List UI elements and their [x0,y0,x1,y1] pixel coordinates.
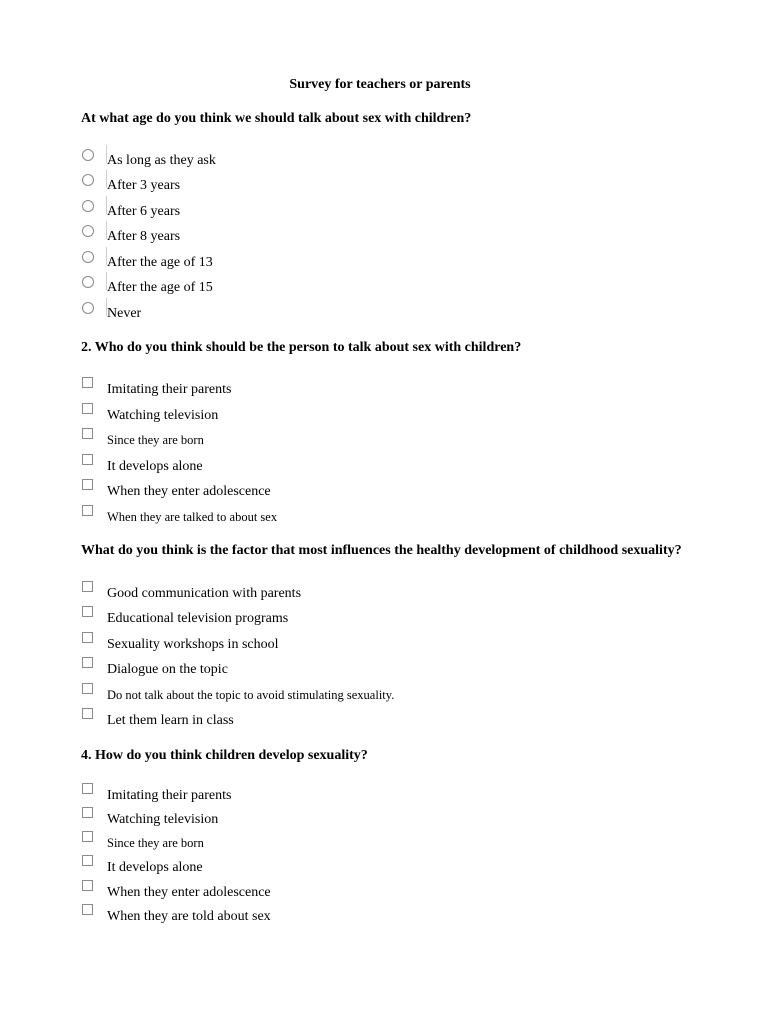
checkbox[interactable] [81,903,95,917]
radio-button[interactable] [81,224,95,238]
option-label: Watching television [107,812,219,827]
checkbox[interactable] [81,504,95,518]
checkbox[interactable] [81,806,95,820]
question-4: 4. How do you think children develop sexuality? [81,748,368,763]
radio-button[interactable] [81,250,95,264]
checkbox[interactable] [81,376,95,390]
checkbox[interactable] [81,453,95,467]
option-label: Never [107,306,142,321]
checkbox[interactable] [81,782,95,796]
option-label: When they enter adolescence [107,885,271,900]
option-label: Imitating their parents [107,788,232,803]
option-label: Since they are born [107,433,204,447]
option-label: Watching television [107,408,219,423]
checkbox[interactable] [81,707,95,721]
option-label: Imitating their parents [107,382,232,397]
option-label: Educational television programs [107,611,289,626]
option-label: It develops alone [107,860,203,875]
question-3: What do you think is the factor that most influences the healthy development of childhood sexuality? [81,543,682,558]
option-label: It develops alone [107,459,203,474]
option-label: After 8 years [107,229,181,244]
radio-button[interactable] [81,173,95,187]
checkbox[interactable] [81,656,95,670]
option-label: Dialogue on the topic [107,662,228,677]
radio-button[interactable] [81,199,95,213]
option-label: Good communication with parents [107,586,302,601]
checkbox[interactable] [81,478,95,492]
option-label: After 6 years [107,204,181,219]
checkbox[interactable] [81,830,95,844]
checkbox[interactable] [81,854,95,868]
option-label: Let them learn in class [107,713,234,728]
option-label: Since they are born [107,836,204,850]
checkbox[interactable] [81,879,95,893]
survey-title: Survey for teachers or parents [289,77,471,92]
checkbox[interactable] [81,605,95,619]
option-label: After the age of 15 [107,280,213,295]
checkbox[interactable] [81,682,95,696]
option-label: When they are talked to about sex [107,510,278,524]
checkbox[interactable] [81,427,95,441]
option-label: After 3 years [107,178,181,193]
checkbox[interactable] [81,631,95,645]
question-2: 2. Who do you think should be the person to talk about sex with children? [81,340,522,355]
radio-button[interactable] [81,301,95,315]
checkbox[interactable] [81,580,95,594]
option-label: As long as they ask [107,153,216,168]
radio-button[interactable] [81,148,95,162]
option-label: Do not talk about the topic to avoid stimulating sexuality. [107,688,395,702]
option-label: After the age of 13 [107,255,213,270]
radio-button[interactable] [81,275,95,289]
checkbox[interactable] [81,402,95,416]
question-1: At what age do you think we should talk about sex with children? [81,111,472,126]
option-label: Sexuality workshops in school [107,637,279,652]
option-label: When they are told about sex [107,909,271,924]
option-label: When they enter adolescence [107,484,271,499]
